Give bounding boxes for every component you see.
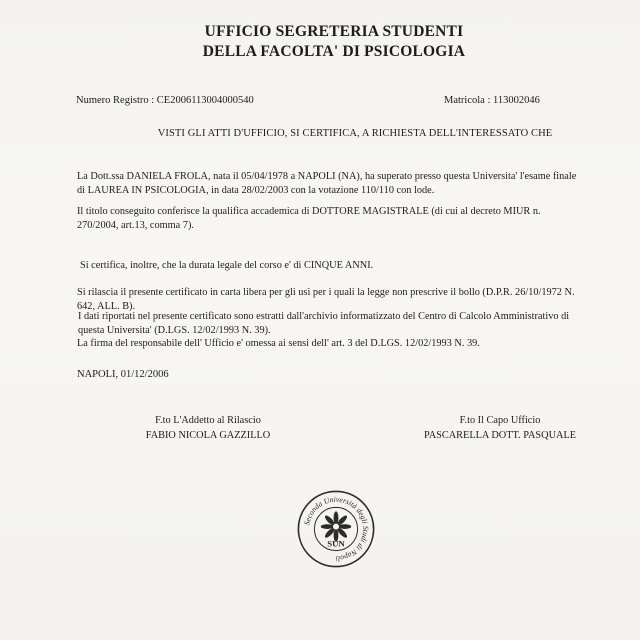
stamp-exemption-paragraph: Si rilascia il presente certificato in carta libera per gli usi per i quali la legge non prescrive il bollo (D.P.R. 26/10/1972 N. 642, ALL. B).	[77, 287, 575, 312]
issuer-name: FABIO NICOLA GAZZILLO	[145, 430, 271, 441]
signature-omission-paragraph: La firma del responsabile dell' Ufficio e' omessa ai sensi dell' art. 3 del D.LGS. 12/02/1993 N. 39.	[77, 338, 480, 349]
certification-statement	[0, 128, 640, 139]
office-title: UFFICIO SEGRETERIA STUDENTI	[204, 23, 464, 40]
certification-statement-text: VISTI GLI ATTI D'UFFICIO, SI CERTIFICA, A RICHIESTA DELL'INTERESSATO CHE	[157, 128, 553, 139]
document-header	[0, 22, 640, 62]
head-office-name: PASCARELLA DOTT. PASQUALE	[423, 430, 577, 441]
data-source-paragraph: I dati riportati nel presente certificato sono estratti dall'archivio informatizzato del Centro di Calcolo Amministrativo di questa Universita' (D.LGS. 12/02/1993 N. 39).	[78, 311, 570, 336]
qualification-paragraph: Il titolo conseguito conferisce la qualifica accademica di DOTTORE MAGISTRALE (di cui al decreto MIUR n. 270/2004, art.13, comma 7).	[77, 206, 541, 231]
course-duration-paragraph: Si certifica, inoltre, che la durata legale del corso e' di CINQUE ANNI.	[80, 260, 374, 271]
head-office-signature-block	[400, 413, 600, 443]
issuer-signature-block	[128, 413, 288, 443]
seal-abbreviation: SUN	[327, 538, 345, 549]
student-id-number: Matricola : 113002046	[444, 95, 540, 106]
university-seal	[296, 489, 376, 569]
head-office-title: F.to Il Capo Ufficio	[459, 415, 541, 426]
place-and-date: NAPOLI, 01/12/2006	[77, 369, 169, 380]
seal-emblem-icon	[321, 511, 351, 541]
registry-number: Numero Registro : CE2006113004000540	[76, 95, 254, 106]
issuer-title: F.to L'Addetto al Rilascio	[155, 415, 261, 426]
graduation-paragraph: La Dott.ssa DANIELA FROLA, nata il 05/04/1978 a NAPOLI (NA), ha superato presso questa Universita' l'esame finale di LAUREA IN PSICOLOGIA, in data 28/02/2003 con la votazione 110/110 con lode.	[77, 171, 577, 196]
seal-ring-text: Seconda Università degli Studi di Napoli	[302, 494, 371, 564]
faculty-title: DELLA FACOLTA' DI PSICOLOGIA	[202, 43, 466, 60]
